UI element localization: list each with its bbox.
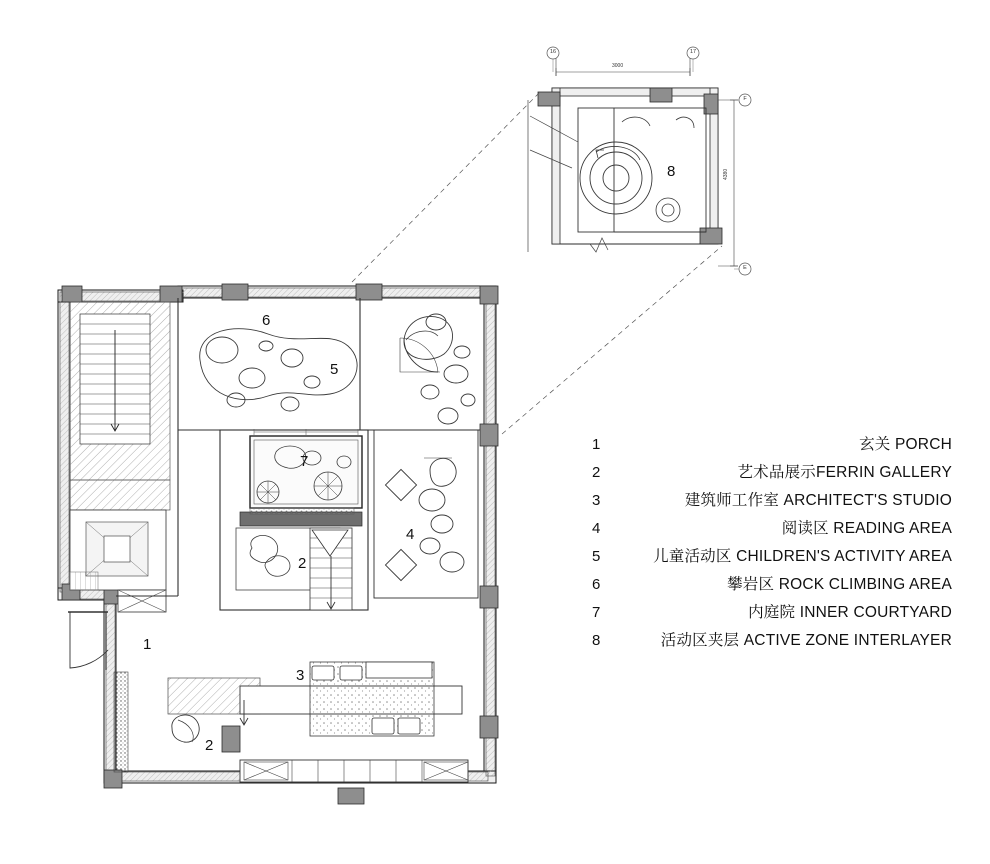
plan-marker-8: 8 <box>667 163 676 180</box>
legend-label-3: 建筑师工作室 ARCHITECT'S STUDIO <box>684 492 952 509</box>
legend-number-1: 1 <box>592 436 601 453</box>
plan-marker-3: 3 <box>296 667 305 684</box>
rock-climbing-area <box>400 314 475 424</box>
grid-bubble-16-label: 16 <box>549 49 557 55</box>
legend-number-8: 8 <box>592 632 601 649</box>
legend-item-5 <box>592 544 952 572</box>
plan-marker-5: 5 <box>330 361 339 378</box>
legend-number-2: 2 <box>592 464 601 481</box>
architect-studio <box>168 662 468 782</box>
legend-number-4: 4 <box>592 520 601 537</box>
legend-label-7: 内庭院 INNER COURTYARD <box>748 604 952 621</box>
grid-bubble-e-label: E <box>743 265 747 271</box>
detail-dimension-top: 3000 <box>612 63 624 69</box>
plan-marker-1: 1 <box>143 636 152 653</box>
detail-plan-group <box>528 47 751 275</box>
door-swings <box>404 338 438 372</box>
legend-item-3 <box>592 488 952 516</box>
legend-item-1 <box>592 432 952 460</box>
lower-gallery-object <box>172 715 199 742</box>
plan-marker-2-lower: 2 <box>205 737 214 754</box>
legend-item-8 <box>592 628 952 656</box>
legend-label-4: 阅读区 READING AREA <box>781 520 952 537</box>
legend-item-4 <box>592 516 952 544</box>
legend-item-7 <box>592 600 952 628</box>
legend-number-5: 5 <box>592 548 601 565</box>
main-plan-group <box>58 284 498 804</box>
legend-item-6 <box>592 572 952 600</box>
plan-marker-6: 6 <box>262 312 271 329</box>
legend-label-2: 艺术品展示FERRIN GALLERY <box>737 464 952 481</box>
plan-marker-7: 7 <box>300 453 309 470</box>
legend-item-2 <box>592 460 952 488</box>
callout-leaders <box>352 92 722 434</box>
west-wing <box>68 302 170 670</box>
grid-bubble-17-label: 17 <box>689 49 697 55</box>
legend-label-6: 攀岩区 ROCK CLIMBING AREA <box>727 576 952 593</box>
legend-label-5: 儿童活动区 CHILDREN'S ACTIVITY AREA <box>653 548 952 565</box>
grid-bubble-f-label: F <box>743 96 747 102</box>
legend-number-3: 3 <box>592 492 601 509</box>
gallery-and-stair <box>236 528 352 610</box>
reading-area-furniture <box>385 458 464 581</box>
plan-marker-2-upper: 2 <box>298 555 307 572</box>
legend-number-6: 6 <box>592 576 601 593</box>
plan-marker-4: 4 <box>406 526 415 543</box>
detail-dimension-right: 4380 <box>723 168 729 180</box>
legend-number-7: 7 <box>592 604 601 621</box>
legend-label-1: 玄关 PORCH <box>859 436 952 453</box>
inner-courtyard <box>240 429 362 526</box>
entry-planting-strip <box>114 672 128 772</box>
legend-label-8: 活动区夹层 ACTIVE ZONE INTERLAYER <box>660 632 952 649</box>
legend <box>592 432 952 656</box>
